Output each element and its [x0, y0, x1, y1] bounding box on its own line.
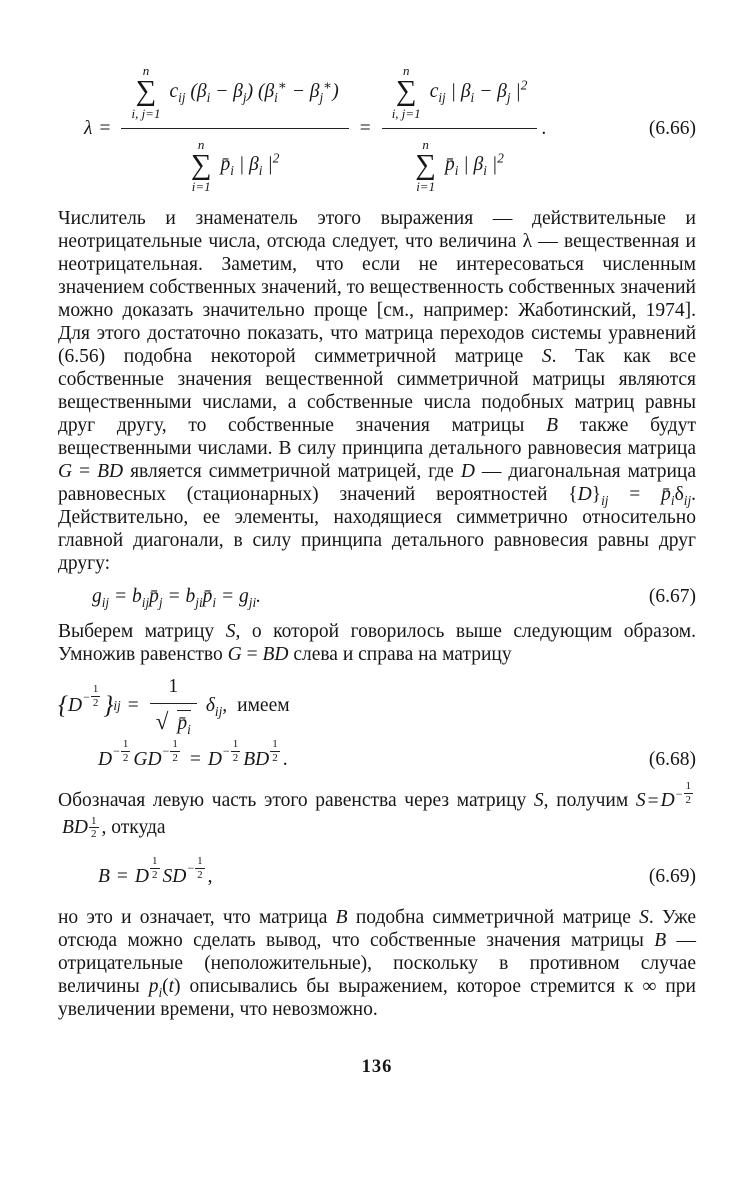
- end-punctuation: .: [541, 117, 547, 139]
- end-punctuation: .: [282, 749, 288, 771]
- equals-sign: =: [359, 117, 371, 139]
- equation-6-66-body: [58, 64, 649, 193]
- fraction-left: [121, 64, 348, 193]
- matrix-d: D: [207, 749, 222, 771]
- exponent-half: [150, 855, 160, 881]
- equation-d-minus-half: { D − $\frac{1}{2}$ } ij = 1 √ $p̄_i$ $\delta_{ij}$, имеем: [58, 676, 290, 737]
- numeral-two: 2: [172, 751, 178, 764]
- matrix-d: D: [660, 790, 675, 812]
- sigma-glyph: ∑: [190, 148, 212, 181]
- paragraph-3-text-before: Обозначая левую часть этого равенства через матрицу S, получим: [58, 790, 636, 812]
- equation-number: (6.66): [648, 117, 696, 139]
- exponent-minus-half: [187, 855, 204, 881]
- numeral-two: 2: [232, 751, 239, 764]
- numeral-one: 1: [92, 683, 99, 696]
- exponent-minus-half: [163, 738, 180, 764]
- delta-term: $\delta_{ij}$,: [205, 694, 228, 719]
- equals-sign: =: [127, 694, 139, 716]
- minus-sign: −: [162, 744, 170, 759]
- numeral-one: 1: [91, 814, 97, 827]
- sum-upper-limit: n: [402, 63, 410, 78]
- matrices-gd: GD: [133, 749, 162, 771]
- fraction-one-over-sqrt-p: [150, 676, 197, 735]
- exponent-half: [270, 738, 280, 764]
- matrix-d: D: [98, 749, 113, 771]
- equation-6-67-expression: $g_{ij}$ = $b_{ij}p̄_j$ = $b_{ji}p̄_i = g_{ji}$.: [92, 586, 262, 610]
- equation-number: (6.69): [648, 866, 696, 888]
- radicand: $p̄_i$: [177, 710, 190, 735]
- close-brace: }: [103, 691, 114, 719]
- numerator-one: 1: [168, 676, 179, 698]
- equation-6-69: [58, 854, 696, 890]
- minus-sign: −: [113, 744, 120, 759]
- paragraph-2: Выберем матрицу S, о которой говорилось выше следующим образом. Умножив равенство G = BD слева и справа на матрицу: [58, 621, 696, 666]
- matrices-bd: BD: [62, 816, 88, 838]
- numeral-two: 2: [92, 697, 99, 710]
- numeral-two: 2: [197, 868, 203, 881]
- word-imeem: имеем: [237, 694, 290, 716]
- equals-sign: =: [647, 790, 659, 812]
- numerator-expression: $c_{ij}$ | $\beta_i - \beta_j$ $|^2$: [429, 77, 528, 105]
- sigma-glyph: ∑: [415, 148, 436, 181]
- matrices-bd: BD: [243, 749, 270, 771]
- equals-sign: =: [189, 749, 201, 771]
- page-number: 136: [361, 1057, 393, 1078]
- sum-symbol: [191, 138, 212, 194]
- matrix-d: D: [68, 694, 83, 716]
- equation-6-68: [58, 738, 696, 773]
- sum-upper-limit: n: [422, 136, 429, 152]
- minus-sign: −: [222, 744, 230, 759]
- exponent-minus-half: [676, 780, 693, 806]
- numeral-one: 1: [122, 738, 129, 751]
- paragraph-3: [58, 780, 696, 850]
- equation-number: (6.67): [648, 586, 696, 608]
- open-brace: {: [58, 691, 68, 719]
- numeral-one: 1: [197, 854, 203, 867]
- paragraph-1: Числитель и знаменатель этого выражения — действительные и неотрицательные числа, отсюда следует, что величина λ — вещественная и неотрицательная. Заметим, что если не интересоваться численным значением собственных значений, то вещественность собственных значений можно доказать значительно проще [см., например: Жаботинский, 1974]. Для этого достаточно показать, что матрица переходов системы уравнений (6.56) подобна некоторой симметричной матрице S. Так как все собственные значения вещественной симметричной матрицы являются вещественными числами, а собственные числа подобных матриц равны друг другу, то собственные значения матрицы B также будут вещественными числами. В силу принципа детального равновесия матрица G = BD является симметричной матрицей, где D — диагональная матрица равновесных (стационарных) значений вероятностей $\{D\}_{ij}$ = $p̄_i\delta_{ij}$. Действительно, ее элементы, находящиеся симметрично относительно главной диагонали, в силу принципа детального равновесия равны друг другу:: [58, 208, 697, 575]
- numeral-two: 2: [122, 751, 129, 764]
- numeral-one: 1: [152, 854, 158, 867]
- exponent-minus-half: [113, 738, 130, 764]
- sum-lower-limit: i=1: [191, 179, 211, 195]
- sum-lower-limit: i=1: [416, 179, 436, 195]
- radical-sign: √: [155, 709, 169, 735]
- denominator-expression: $p̄_i$ | $\beta_i$ $|^2$: [444, 150, 504, 179]
- minus-sign: −: [187, 861, 195, 876]
- numeral-two: 2: [272, 751, 278, 764]
- numeral-two: 2: [685, 794, 691, 807]
- matrix-b: B: [98, 866, 110, 888]
- equation-6-66: [58, 64, 696, 193]
- paragraph-3-text-after: , откуда: [101, 816, 166, 838]
- exponent-minus-half: [83, 683, 100, 709]
- numeral-one: 1: [232, 738, 239, 751]
- matrix-s: S: [635, 790, 646, 812]
- equals-sign: =: [99, 117, 111, 139]
- sum-symbol: [415, 138, 436, 194]
- sum-lower-limit: i, j=1: [131, 105, 161, 121]
- sum-symbol: [131, 64, 160, 120]
- sum-upper-limit: n: [197, 136, 205, 152]
- fraction-right: [382, 64, 538, 193]
- numeral-two: 2: [91, 828, 97, 841]
- matrix-d: D: [134, 866, 150, 888]
- minus-sign: −: [675, 786, 683, 801]
- equation-number: (6.68): [648, 749, 696, 771]
- numerator-expression: $c_{ij}$ $(\beta_i - \beta_j) (\beta_i^∗ - \beta_j^∗)$: [169, 77, 339, 105]
- paragraph-4: но это и означает, что матрица B подобна симметричной матрице S. Уже отсюда можно сделать вывод, что собственные значения матрицы B — отрицательные (неположительные), поскольку в противном случае величины $p_i(t)$ описывались бы выражением, которое стремится к ∞ при увеличении времени, что невозможно.: [58, 907, 697, 1021]
- sigma-glyph: ∑: [395, 75, 417, 107]
- end-punctuation: ,: [207, 866, 213, 888]
- numeral-one: 1: [272, 738, 278, 751]
- exponent-half: [89, 815, 99, 841]
- sum-symbol: [392, 64, 421, 120]
- matrices-sd: SD: [162, 866, 187, 888]
- minus-sign: −: [83, 689, 90, 704]
- equals-sign: =: [116, 866, 128, 888]
- equation-6-67: [58, 586, 696, 608]
- sum-upper-limit: n: [142, 63, 150, 78]
- numeral-one: 1: [172, 738, 178, 751]
- lambda-symbol: λ: [84, 117, 93, 139]
- exponent-minus-half: [223, 738, 240, 764]
- numeral-two: 2: [152, 868, 158, 881]
- sigma-glyph: ∑: [135, 75, 157, 107]
- numeral-one: 1: [685, 780, 691, 793]
- denominator-expression: $p̄_i$ | $\beta_i$ $|^2$: [220, 150, 280, 179]
- sum-lower-limit: i, j=1: [391, 105, 421, 121]
